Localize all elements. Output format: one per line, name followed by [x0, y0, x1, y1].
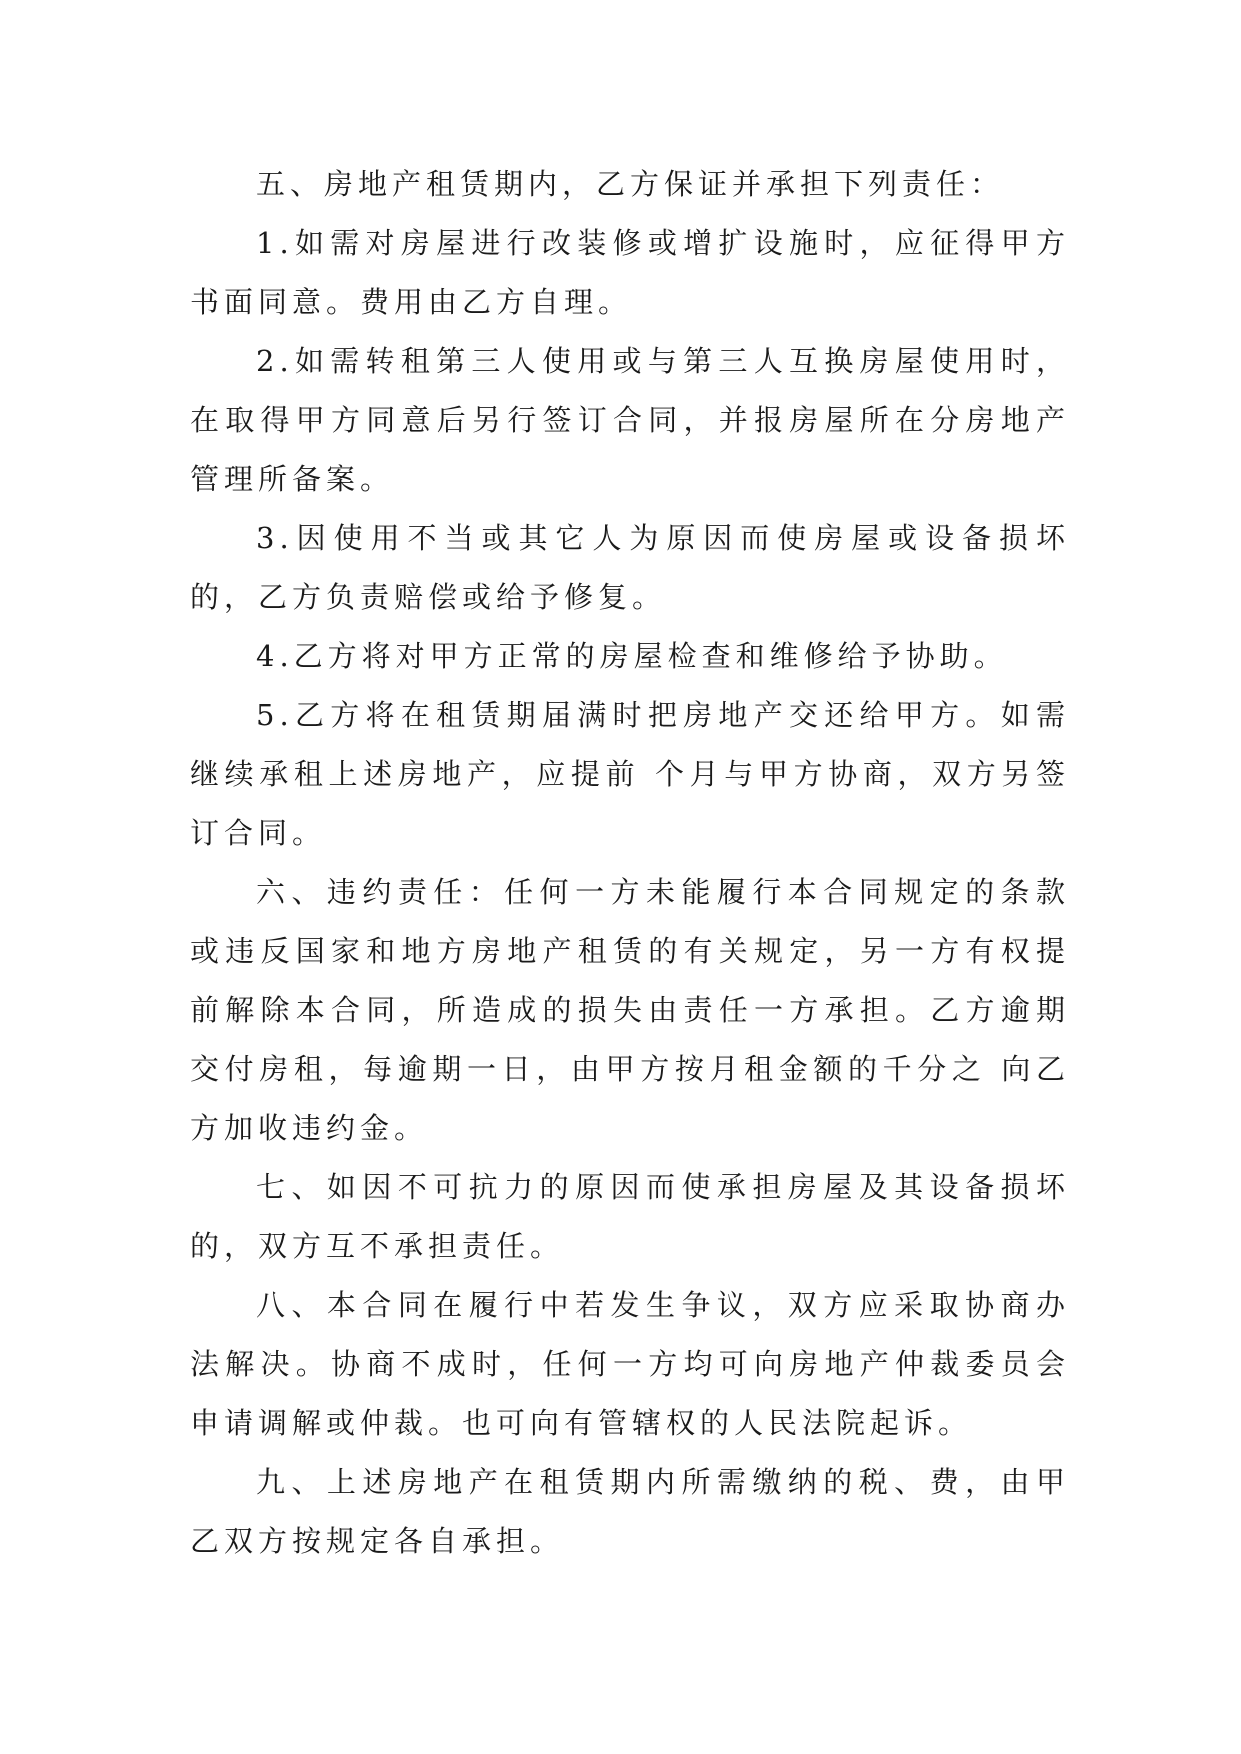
clause-5-intro: 五、房地产租赁期内，乙方保证并承担下列责任： — [256, 167, 1005, 201]
clause-8: 八、本合同在履行中若发生争议，双方应采取协商办法解决。协商不成时，任何一方均可向房地产仲裁委员会申请调解或仲裁。也可向有管辖权的人民法院起诉。 — [190, 1288, 1070, 1440]
clause-5-item-1: 1.如需对房屋进行改装修或增扩设施时，应征得甲方书面同意。费用由乙方自理。 — [190, 226, 1070, 319]
document-body — [190, 155, 1070, 1571]
clause-5-item-4: 4.乙方将对甲方正常的房屋检查和维修给予协助。 — [256, 639, 1008, 673]
clause-5-item-3: 3.因使用不当或其它人为原因而使房屋或设备损坏的，乙方负责赔偿或给予修复。 — [190, 521, 1070, 614]
clause-5-item-5: 5.乙方将在租赁期届满时把房地产交还给甲方。如需继续承租上述房地产，应提前 个月与甲方协商，双方另签订合同。 — [190, 698, 1070, 850]
clause-7: 七、如因不可抗力的原因而使承担房屋及其设备损坏的，双方互不承担责任。 — [190, 1170, 1070, 1263]
clause-9: 九、上述房地产在租赁期内所需缴纳的税、费，由甲乙双方按规定各自承担。 — [190, 1465, 1070, 1558]
clause-6: 六、违约责任：任何一方未能履行本合同规定的条款或违反国家和地方房地产租赁的有关规定，另一方有权提前解除本合同，所造成的损失由责任一方承担。乙方逾期交付房租，每逾期一日，由甲方按月租金额的千分之 向乙方加收违约金。 — [190, 875, 1070, 1145]
clause-5-item-2: 2.如需转租第三人使用或与第三人互换房屋使用时，在取得甲方同意后另行签订合同，并报房屋所在分房地产管理所备案。 — [190, 344, 1070, 496]
